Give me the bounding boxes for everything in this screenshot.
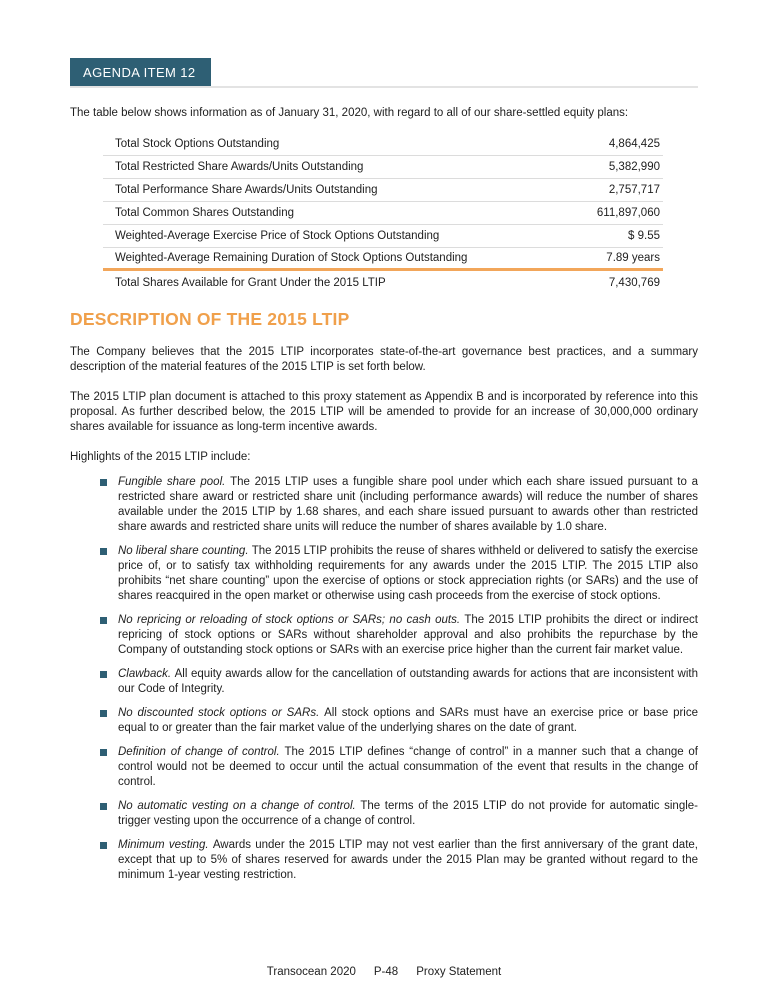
highlight-item xyxy=(70,613,698,658)
table-row xyxy=(103,133,663,156)
page-footer xyxy=(0,966,768,978)
table-row-label: Weighted-Average Exercise Price of Stock Options Outstanding xyxy=(115,230,440,242)
body-paragraph: The 2015 LTIP plan document is attached to this proxy statement as Appendix B and is incorporated by reference into this proposal. As further described below, the 2015 LTIP will be amended to provide for an increase of 30,000,000 ordinary shares available for issuance as long-term incentive awards. xyxy=(70,391,698,433)
square-bullet-icon xyxy=(100,842,107,849)
highlight-item xyxy=(70,838,698,883)
table-row-value: 611,897,060 xyxy=(596,207,660,219)
agenda-header xyxy=(70,58,698,88)
table-row xyxy=(103,179,663,202)
square-bullet-icon xyxy=(100,710,107,717)
square-bullet-icon xyxy=(100,671,107,678)
highlight-item xyxy=(70,475,698,535)
footer-label: Proxy Statement xyxy=(416,966,502,978)
equity-plans-table xyxy=(103,133,663,294)
table-row xyxy=(103,156,663,179)
highlight-lead: Definition of change of control. xyxy=(118,746,285,758)
highlight-lead: Minimum vesting. xyxy=(118,839,213,851)
table-row-value: 4,864,425 xyxy=(608,138,660,150)
intro-text: The table below shows information as of January 31, 2020, with regard to all of our share-settled equity plans: xyxy=(70,107,629,119)
highlight-lead: Clawback. xyxy=(118,668,175,680)
table-row-value: 2,757,717 xyxy=(608,184,660,196)
square-bullet-icon xyxy=(100,479,107,486)
highlight-item xyxy=(70,544,698,604)
table-row-value: 5,382,990 xyxy=(608,161,660,173)
square-bullet-icon xyxy=(100,749,107,756)
highlight-lead: No automatic vesting on a change of control. xyxy=(118,800,361,812)
table-row xyxy=(103,202,663,225)
table-row xyxy=(103,271,663,294)
footer-page-number: P-48 xyxy=(373,966,399,978)
table-row-label: Total Common Shares Outstanding xyxy=(115,207,294,219)
highlight-lead: Fungible share pool. xyxy=(118,476,231,488)
table-row-value: $ 9.55 xyxy=(628,230,660,242)
table-row-label: Total Stock Options Outstanding xyxy=(115,138,280,150)
footer-brand: Transocean 2020 xyxy=(266,966,356,978)
highlight-text: The 2015 LTIP uses a fungible share pool under which each share issued pursuant to a restricted share award or restricted share unit (including performance awards) will reduce the number of shares available under the 2015 LTIP by 1.68 shares, and each share issued pursuant to awards other than restricted share awards and restricted share units will reduce the number of shares available by 1.0 share. xyxy=(118,476,699,533)
highlights-list xyxy=(70,475,698,883)
section-heading: DESCRIPTION OF THE 2015 LTIP xyxy=(70,309,350,329)
highlight-item xyxy=(70,706,698,736)
highlight-text: The terms of the 2015 LTIP do not provide for automatic single-trigger vesting upon the occurrence of a change of control. xyxy=(118,800,698,827)
highlight-text: Awards under the 2015 LTIP may not vest earlier than the first anniversary of the grant date, except that up to 5% of shares reserved for awards under the 2015 Plan may be granted without regard to the minimum 1-year vesting restriction. xyxy=(118,839,698,881)
table-row-label: Weighted-Average Remaining Duration of Stock Options Outstanding xyxy=(115,252,468,264)
highlight-item xyxy=(70,667,698,697)
square-bullet-icon xyxy=(100,548,107,555)
square-bullet-icon xyxy=(100,617,107,624)
agenda-item-badge: AGENDA ITEM 12 xyxy=(70,58,211,86)
table-row-value: 7,430,769 xyxy=(608,276,660,289)
highlight-lead: No repricing or reloading of stock options or SARs; no cash outs. xyxy=(118,614,465,626)
highlight-text: The 2015 LTIP prohibits the direct or indirect repricing of stock options or SARs without shareholder approval and also prohibits the repurchase by the Company of outstanding stock options or SARs with an exercise price higher than the current fair market value. xyxy=(118,614,698,656)
square-bullet-icon xyxy=(100,803,107,810)
table-row-label: Total Restricted Share Awards/Units Outstanding xyxy=(115,161,364,173)
highlight-lead: No discounted stock options or SARs. xyxy=(118,707,325,719)
highlight-item xyxy=(70,799,698,829)
table-row-label: Total Shares Available for Grant Under the 2015 LTIP xyxy=(115,276,386,289)
highlight-text: All stock options and SARs must have an exercise price or base price equal to or greater than the fair market value of the underlying shares on the date of grant. xyxy=(118,707,698,734)
highlight-text: The 2015 LTIP defines “change of control” in a manner such that a change of control would not be deemed to occur until the actual consummation of the event that results in the change of control. xyxy=(118,746,698,788)
highlight-item xyxy=(70,745,698,790)
highlight-text: All equity awards allow for the cancellation of outstanding awards for actions that are inconsistent with our Code of Integrity. xyxy=(118,668,699,695)
table-row-value: 7.89 years xyxy=(606,252,660,264)
table-row xyxy=(103,248,663,271)
table-row-label: Total Performance Share Awards/Units Outstanding xyxy=(115,184,378,196)
body-paragraph: The Company believes that the 2015 LTIP incorporates state-of-the-art governance best practices, and a summary description of the material features of the 2015 LTIP is set forth below. xyxy=(70,346,698,373)
table-row xyxy=(103,225,663,248)
highlight-lead: No liberal share counting. xyxy=(118,545,252,557)
highlights-intro: Highlights of the 2015 LTIP include: xyxy=(70,451,251,463)
highlight-text: The 2015 LTIP prohibits the reuse of shares withheld or delivered to satisfy the exercise price of, or to satisfy tax withholding requirements for any awards under the 2015 LTIP. The 2015 LTIP also prohibits “net share counting” upon the exercise of options or stock appreciation rights (or SARs) and the use of shares reacquired in the open market or otherwise using cash proceeds from the exercise of stock options. xyxy=(118,545,698,602)
